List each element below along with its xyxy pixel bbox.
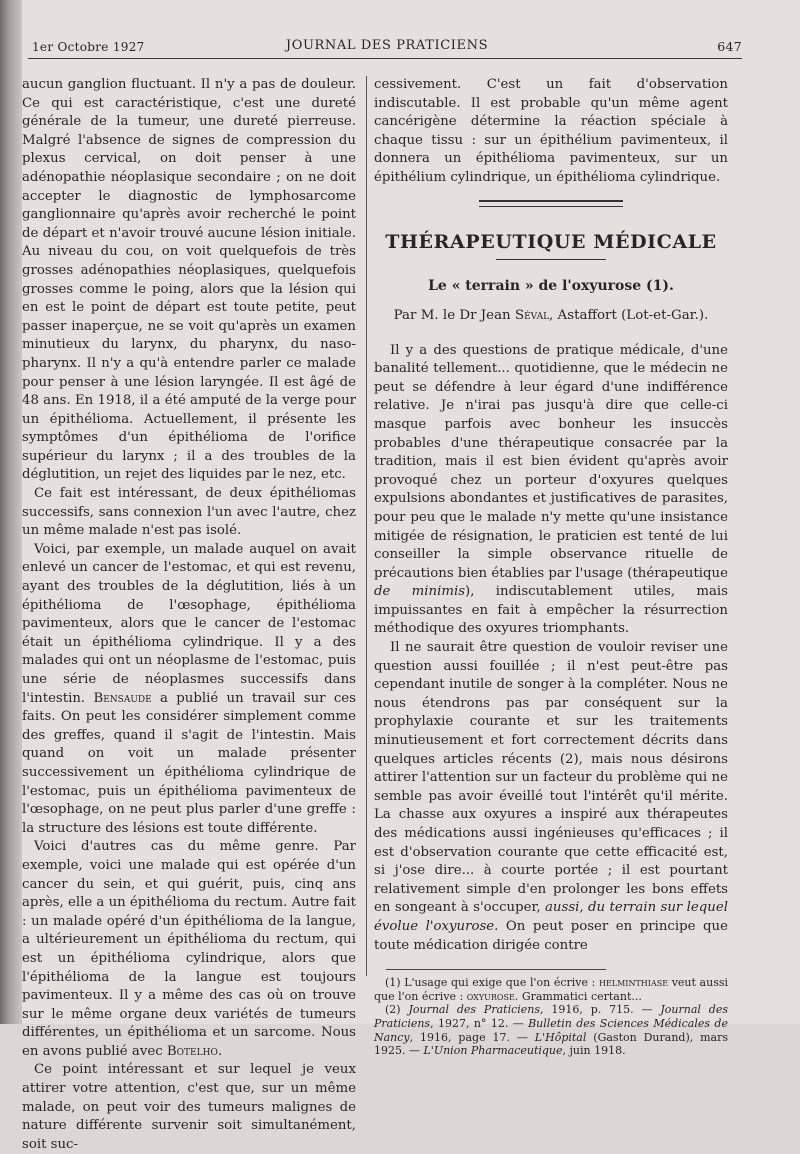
left-paragraph-1: aucun ganglion fluctuant. Il n'y a pas de douleur. Ce qui est caractéristique, c'est une dureté générale de la tumeur, une dureté pierreuse. Malgré l'absence de signes de compression du plexus cervical, on doit penser à une adénopathie néoplasique secondaire ; on ne doit accepter le diagnostic de lymphosarcome ganglionnaire qu'après avoir recherché le point de départ et n'avoir trouvé aucune lésion initiale. Au niveau du cou, on voit quelquefois de très grosses adénopathies néoplasiques, quelquefois grosses comme le poing, alors que la lésion qui en est le point de départ est toute petite, peut passer inaperçue, ne se voit qu'après un examen minutieux du larynx, du pharynx, du naso-pharynx. Il n'y a qu'à entendre parler ce malade pour penser à une lésion laryngée. Il est âgé de 48 ans. En 1918, il a été amputé de la verge pour un épithélioma. Actuellement, il présente les symptômes d'un épithélioma de l'orifice supérieur du larynx ; il a des troubles de la déglutition, un rejet des liquides par le nez, etc. [22, 77, 356, 483]
footnote-rule [386, 969, 606, 970]
footnote-2-b: , 1916, p. 715. — [540, 1003, 653, 1017]
left-paragraph-3-text: Voici, par exemple, un malade auquel on avait enlevé un cancer de l'estomac, et qui est revenu, ayant des troubles de la déglutition, liés à un épithélioma de l'œsophage, épithélioma pavimenteux, alors que le cancer de l'estomac était un épithélioma cylindrique. Il y a des malades qui ont un néoplasme de l'estomac, puis une série de néoplasmes successifs dans l'intestin. [22, 541, 356, 706]
article-paragraph-1-text: Il y a des questions de pratique médicale, d'une banalité tellement... quotidienne, que le médecin ne peut se défendre à leur égard d'une indifférence relative. Je n'irai pas jusqu'à dire que celle-ci masque parfois avec bonheur les insuccès probables d'une thérapeutique consacrée par la tradition, mais il est bien évident qu'après avoir provoqué chez un porteur d'oxyures quelques expulsions abondantes et justificatives de parasites, pour peu que le malade n'y mette qu'une insistance mitigée de résignation, le praticien est tenté de lui conseiller la simple observance rituelle de précautions bien établies par l'usage (thérapeutique [374, 342, 728, 581]
byline-suffix: , Astaffort (Lot-et-Gar.). [549, 307, 709, 323]
footnote-1-word-helminthiase: helminthiase [598, 976, 669, 990]
footnote-1 [374, 976, 728, 1003]
right-intro-paragraph: cessivement. C'est un fait d'observation indiscutable. Il est probable qu'un même agent cancérigène détermine la réaction spéciale à chaque tissu : sur un épithélium pavimenteux, il donnera un épithélioma pavimenteux, sur un épithélium cylindrique, un épithélioma cylindrique. [374, 77, 728, 185]
page-number: 647 [717, 39, 742, 54]
article-paragraph-1-end: ), indiscutablement utiles, mais impuissantes en fait à empêcher la résurrection méthodique des oxyures triomphants. [374, 584, 728, 637]
header-rule [28, 58, 742, 59]
footnote-2 [374, 1003, 728, 1057]
section-separator [479, 200, 623, 207]
footnote-2-f: , juin 1918. [562, 1044, 626, 1058]
article-paragraph-1 [374, 342, 728, 640]
latin-phrase: de minimis [374, 584, 466, 600]
left-paragraph-4-text: Voici d'autres cas du même genre. Par exemple, voici une malade qui est opérée d'un cancer du sein, et qui guérit, puis, cinq ans après, elle a un épithélioma du rectum. Autre fait : un malade opéré d'un épithélioma de la langue, a ultérieurement un épithélioma du rectum, qui est un épithélioma cylindrique, alors que l'épithélioma de la langue est toujours pavimenteux. Il y a même des cas où on trouve sur le même organe deux variétés de tumeurs différentes, un épithélioma et un sarcome. Nous en avons publié avec [22, 839, 356, 1059]
running-head [32, 38, 742, 56]
left-paragraph-3 [22, 541, 356, 839]
footnote-2-journal-3: Bulletin des Sciences Médicales de Nancy [374, 1016, 728, 1044]
left-paragraph-5: Ce point intéressant et sur lequel je veux attirer votre attention, c'est que, sur un même malade, on peut voir des tumeurs malignes de nature différente survenir soit simultanément, soit suc- [22, 1062, 356, 1152]
author-name: Séval [514, 307, 550, 323]
footnote-1-word-oxyurose: oxyurose. [466, 989, 519, 1003]
footnote-2-c: , 1927, n° 12. — [430, 1016, 524, 1030]
left-paragraph-3-cont: publié un travail sur ces faits. On peut les considérer simplement comme des greffes, quand il s'agit de l'intestin. Mais quand on voit un malade présenter successivement un épithélioma cylindrique de l'estomac, puis un épithélioma pavimenteux de l'œsophage, on ne peut plus parler d'une greffe : la structure des lésions est toute différente. [22, 690, 356, 836]
author-name-botelho: Botelho. [166, 1043, 223, 1059]
section-title: THÉRAPEUTIQUE MÉDICALE [385, 230, 717, 253]
journal-title: JOURNAL DES PRATICIENS [285, 38, 489, 53]
left-paragraph-2: Ce fait est intéressant, de deux épithéliomas successifs, sans connexion l'un avec l'autre, chez un même malade n'est pas isolé. [22, 486, 356, 539]
left-paragraph-4 [22, 838, 356, 1061]
journal-page [22, 0, 800, 1152]
footnote-2-a: (2) [385, 1003, 401, 1017]
footnote-1-a: (1) L'usage qui exige que l'on écrive : [385, 976, 596, 990]
left-column [22, 76, 356, 1154]
author-name-bensaude: Bensaude [93, 690, 152, 706]
footnote-1-c: Grammatici certant... [521, 989, 642, 1003]
word-a: a [160, 690, 168, 706]
footnotes [374, 976, 728, 1058]
footnote-2-d: , 1916, page 17. — [409, 1030, 528, 1044]
footnote-1-b: veut aussi que l'on écrive : [374, 976, 728, 1003]
right-column [374, 76, 728, 1058]
byline [374, 307, 728, 325]
article-paragraph-2-end: On peut poser en principe que toute médication dirigée contre [374, 918, 728, 953]
footnote-2-journal-4: L'Hôpital [534, 1030, 587, 1044]
emphasis-terrain: aussi, du terrain sur lequel évolue l'oxyurose. [374, 900, 728, 934]
column-rule [366, 76, 367, 976]
footnote-2-journal-1: Journal des Praticiens [408, 1003, 541, 1017]
article-paragraph-2 [374, 639, 728, 955]
footnote-2-journal-5: L'Union Pharmaceutique [423, 1044, 563, 1058]
issue-date: 1er Octobre 1927 [32, 40, 145, 54]
footnote-2-journal-2: Journal des Praticiens [374, 1003, 728, 1030]
book-binding-shadow [0, 0, 22, 1024]
article-title: Le « terrain » de l'oxyurose (1). [428, 277, 674, 294]
byline-prefix: Par M. le Dr Jean [393, 307, 511, 323]
footnote-2-e: (Gaston Durand), mars 1925. — [374, 1030, 729, 1058]
article-paragraph-2-text: Il ne saurait être question de vouloir reviser une question aussi fouillée ; il n'est peut-être pas cependant inutile de songer à la compléter. Nous ne nous étendrons pas par conséquent sur la prophylaxie courante et sur les traitements minutieusement et fort correctement décrits dans quelques articles récents (2), mais nous désirons attirer l'attention sur un facteur du problème qui ne semble pas avoir éveillé tout l'intérêt qu'il mérite. La chasse aux oxyures a inspiré aux thérapeutes des médications aussi ingénieuses qu'efficaces ; il est d'observation courante que cette efficacité est, si j'ose dire... à courte portée ; il est pourtant relativement simple d'en prolonger les bons effets en songeant à s'occuper, [374, 640, 728, 916]
section-title-rule [496, 259, 606, 260]
